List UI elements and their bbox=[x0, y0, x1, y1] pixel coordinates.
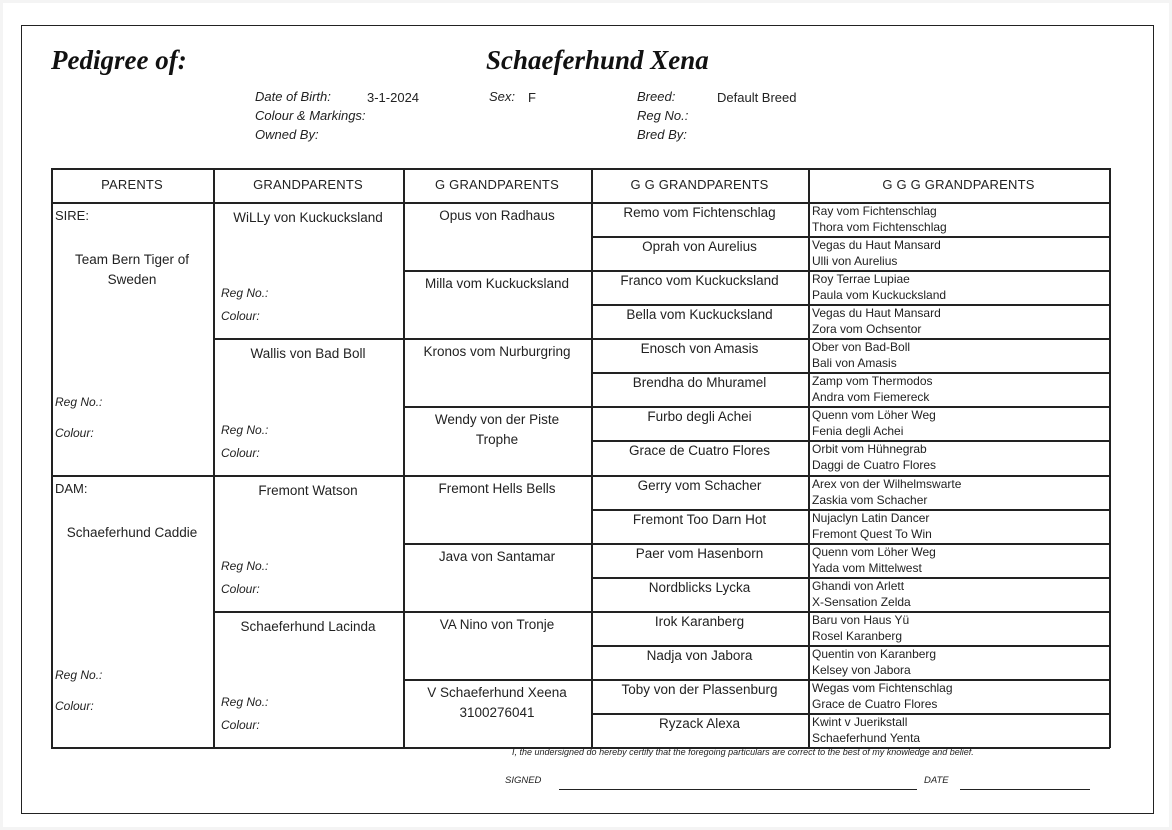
g-grandparent-name: Milla vom Kuckucksland bbox=[424, 276, 570, 291]
dob-label: Date of Birth: bbox=[255, 89, 331, 104]
ggg-grandparent-sire: Quenn vom Löher Weg bbox=[812, 408, 936, 422]
row-divider bbox=[403, 338, 592, 340]
reg-no-label: Reg No.: bbox=[221, 423, 269, 437]
ggg-grandparent-dam: Thora vom Fichtenschlag bbox=[812, 220, 947, 234]
row-divider bbox=[403, 679, 592, 681]
gg-grandparent-name: Bella vom Kuckucksland bbox=[626, 307, 773, 322]
ggg-grandparent-dam: Schaeferhund Yenta bbox=[812, 731, 921, 745]
g-grandparent-name: Java von Santamar bbox=[438, 549, 556, 564]
ggg-grandparent-dam: Fenia degli Achei bbox=[812, 424, 904, 438]
ggg-grandparent-dam: Zaskia vom Schacher bbox=[812, 493, 928, 507]
header-divider bbox=[51, 202, 1110, 204]
row-divider bbox=[213, 338, 404, 340]
colour-label: Colour: bbox=[55, 426, 94, 440]
ggg-grandparent-sire: Ghandi von Arlett bbox=[812, 579, 905, 593]
column-header: G G GRANDPARENTS bbox=[630, 177, 769, 192]
breed-label: Breed: bbox=[637, 89, 676, 104]
gg-grandparent-name: Grace de Cuatro Flores bbox=[628, 443, 771, 458]
ggg-grandparent-sire: Quentin von Karanberg bbox=[812, 647, 937, 661]
ggg-grandparent-dam: Rosel Karanberg bbox=[812, 629, 903, 643]
gg-grandparent-name: Furbo degli Achei bbox=[647, 409, 752, 424]
ggg-grandparent-dam: Ulli von Aurelius bbox=[812, 254, 898, 268]
pedigree-title-label: Pedigree of: bbox=[51, 45, 187, 75]
reg-no-label: Reg No.: bbox=[221, 695, 269, 709]
ggg-grandparent-dam: X-Sensation Zelda bbox=[812, 595, 911, 609]
gg-grandparent-name: Oprah von Aurelius bbox=[642, 239, 757, 254]
gg-grandparent-name: Fremont Too Darn Hot bbox=[632, 512, 767, 527]
ggg-grandparent-dam: Yada vom Mittelwest bbox=[812, 561, 922, 575]
gg-grandparent-name: Enosch von Amasis bbox=[640, 341, 759, 356]
gg-grandparent-name: Gerry vom Schacher bbox=[637, 478, 762, 493]
pedigree-page bbox=[3, 3, 1169, 827]
row-divider bbox=[403, 406, 592, 408]
date-line[interactable] bbox=[960, 789, 1090, 790]
reg-no-label: Reg No.: bbox=[637, 108, 689, 123]
pedigree-table bbox=[51, 168, 1110, 748]
parent-role-label: DAM: bbox=[55, 481, 88, 496]
date-label: DATE bbox=[924, 775, 949, 786]
gg-grandparent-name: Nordblicks Lycka bbox=[648, 580, 751, 595]
certification-text: I, the undersigned do hereby certify that the foregoing particulars are correct to the best of my knowledge and belief. bbox=[512, 747, 974, 757]
grandparent-name: Schaeferhund Lacinda bbox=[240, 619, 376, 634]
row-divider bbox=[213, 475, 404, 477]
colour-label: Colour: bbox=[221, 582, 260, 596]
ggg-grandparent-dam: Zora vom Ochsentor bbox=[812, 322, 922, 336]
g-grandparent-name: VA Nino von Tronje bbox=[439, 617, 555, 632]
g-grandparent-name: Kronos vom Nurburgring bbox=[423, 344, 571, 359]
column-header: G GRANDPARENTS bbox=[435, 177, 559, 192]
ggg-grandparent-sire: Ober von Bad-Boll bbox=[812, 340, 911, 354]
ggg-grandparent-sire: Quenn vom Löher Weg bbox=[812, 545, 936, 559]
colour-label: Colour: bbox=[221, 718, 260, 732]
breed-value: Default Breed bbox=[717, 90, 797, 105]
signature-line[interactable] bbox=[559, 789, 917, 790]
row-divider bbox=[403, 611, 592, 613]
g-grandparent-name: Fremont Hells Bells bbox=[438, 481, 556, 496]
sire-name: Team Bern Tiger of Sweden bbox=[74, 252, 190, 287]
column-divider bbox=[403, 168, 405, 748]
gg-grandparent-name: Toby von der Plassenburg bbox=[621, 682, 778, 697]
column-header: PARENTS bbox=[101, 177, 163, 192]
ggg-grandparent-dam: Paula vom Kuckucksland bbox=[812, 288, 947, 302]
reg-no-label: Reg No.: bbox=[55, 395, 103, 409]
reg-no-label: Reg No.: bbox=[221, 559, 269, 573]
table-border-top bbox=[51, 168, 1110, 170]
column-header: G G G GRANDPARENTS bbox=[882, 177, 1035, 192]
g-grandparent-name: V Schaeferhund Xeena 3100276041 bbox=[427, 685, 567, 720]
ggg-grandparent-dam: Andra vom Fiemereck bbox=[812, 390, 930, 404]
gg-grandparent-name: Paer vom Hasenborn bbox=[635, 546, 764, 561]
gg-grandparent-name: Nadja von Jabora bbox=[646, 648, 753, 663]
colour-markings-label: Colour & Markings: bbox=[255, 108, 366, 123]
dob-value: 3-1-2024 bbox=[367, 90, 420, 105]
dog-name: Schaeferhund Xena bbox=[486, 45, 709, 75]
gg-grandparent-name: Ryzack Alexa bbox=[658, 716, 741, 731]
owned-by-label: Owned By: bbox=[255, 127, 319, 142]
ggg-grandparent-sire: Zamp vom Thermodos bbox=[812, 374, 933, 388]
ggg-grandparent-sire: Vegas du Haut Mansard bbox=[812, 238, 941, 252]
gg-grandparent-name: Remo vom Fichtenschlag bbox=[623, 205, 776, 220]
ggg-grandparent-dam: Grace de Cuatro Flores bbox=[812, 697, 938, 711]
g-grandparent-name: Opus von Radhaus bbox=[439, 208, 555, 223]
colour-label: Colour: bbox=[221, 446, 260, 460]
grandparent-name: WiLLy von Kuckucksland bbox=[233, 210, 383, 225]
ggg-grandparent-dam: Fremont Quest To Win bbox=[812, 527, 932, 541]
ggg-grandparent-sire: Arex von der Wilhelmswarte bbox=[812, 477, 962, 491]
ggg-grandparent-sire: Wegas vom Fichtenschlag bbox=[812, 681, 953, 695]
sex-value: F bbox=[528, 90, 536, 105]
column-divider bbox=[1109, 168, 1111, 748]
reg-no-label: Reg No.: bbox=[55, 668, 103, 682]
bred-by-label: Bred By: bbox=[637, 127, 687, 142]
column-divider bbox=[808, 168, 810, 748]
dam-name: Schaeferhund Caddie bbox=[66, 525, 198, 540]
gg-grandparent-name: Irok Karanberg bbox=[654, 614, 745, 629]
ggg-grandparent-sire: Roy Terrae Lupiae bbox=[812, 272, 910, 286]
column-divider bbox=[51, 168, 53, 748]
ggg-grandparent-sire: Baru von Haus Yü bbox=[812, 613, 910, 627]
row-divider bbox=[403, 475, 592, 477]
ggg-grandparent-dam: Kelsey von Jabora bbox=[812, 663, 911, 677]
grandparent-name: Wallis von Bad Boll bbox=[250, 346, 366, 361]
colour-label: Colour: bbox=[221, 309, 260, 323]
reg-no-label: Reg No.: bbox=[221, 286, 269, 300]
ggg-grandparent-sire: Kwint v Juerikstall bbox=[812, 715, 908, 729]
column-divider bbox=[213, 168, 215, 748]
ggg-grandparent-sire: Orbit vom Hühnegrab bbox=[812, 442, 927, 456]
ggg-grandparent-sire: Nujaclyn Latin Dancer bbox=[812, 511, 930, 525]
row-divider bbox=[403, 543, 592, 545]
row-divider bbox=[51, 475, 214, 477]
column-header: GRANDPARENTS bbox=[253, 177, 363, 192]
g-grandparent-name: Wendy von der Piste Trophe bbox=[434, 412, 560, 447]
row-divider bbox=[403, 270, 592, 272]
ggg-grandparent-dam: Bali von Amasis bbox=[812, 356, 897, 370]
signed-label: SIGNED bbox=[505, 775, 542, 786]
grandparent-name: Fremont Watson bbox=[258, 483, 358, 498]
ggg-grandparent-sire: Vegas du Haut Mansard bbox=[812, 306, 941, 320]
gg-grandparent-name: Franco vom Kuckucksland bbox=[620, 273, 779, 288]
colour-label: Colour: bbox=[55, 699, 94, 713]
ggg-grandparent-sire: Ray vom Fichtenschlag bbox=[812, 204, 937, 218]
ggg-grandparent-dam: Daggi de Cuatro Flores bbox=[812, 458, 937, 472]
row-divider bbox=[213, 611, 404, 613]
parent-role-label: SIRE: bbox=[55, 208, 89, 223]
sex-label: Sex: bbox=[489, 89, 516, 104]
gg-grandparent-name: Brendha do Mhuramel bbox=[632, 375, 767, 390]
